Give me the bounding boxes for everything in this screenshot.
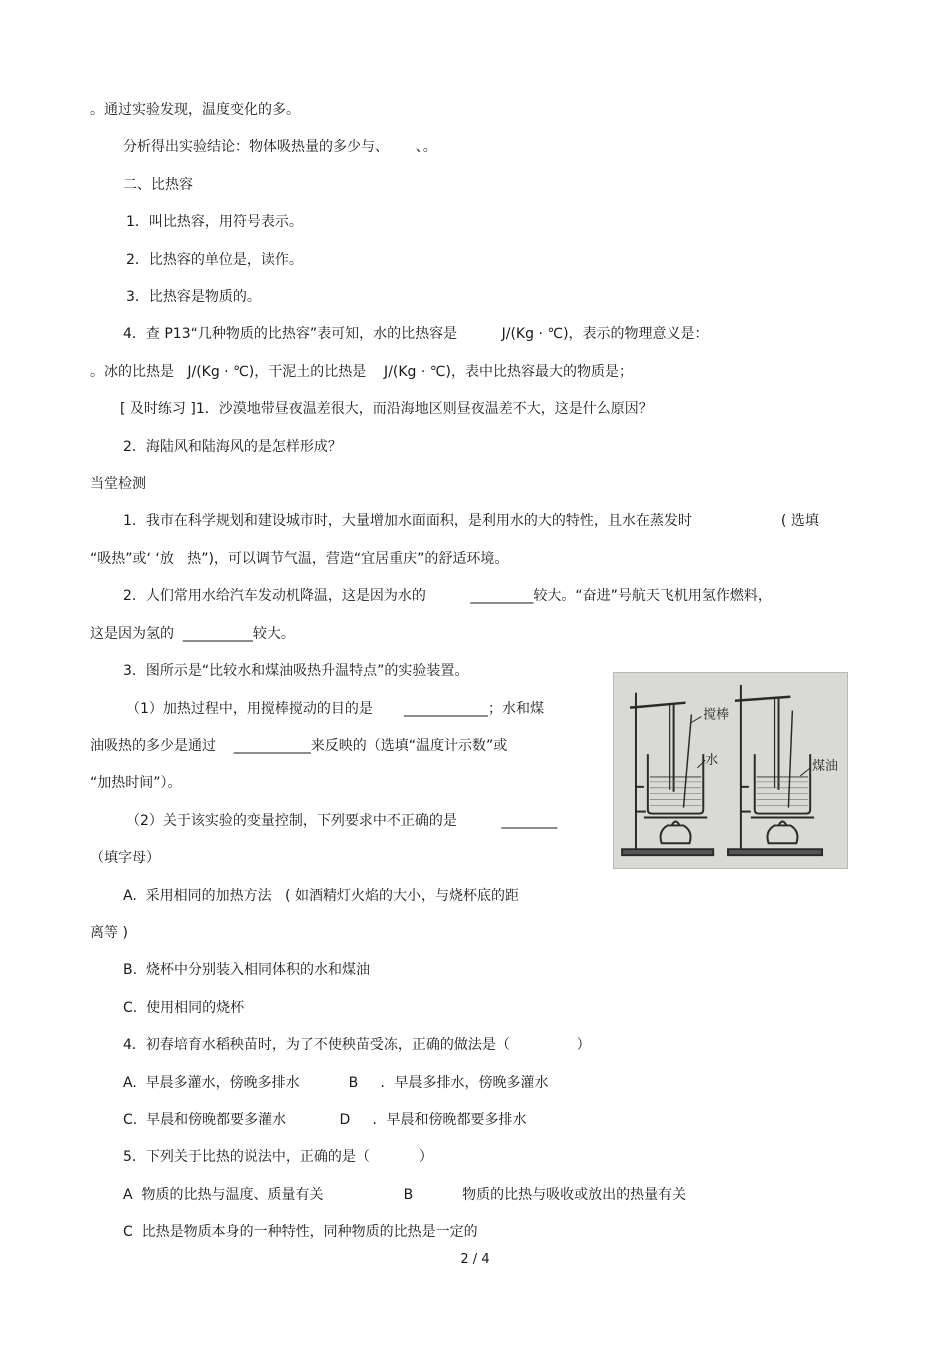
option-line: A 物质的比热与温度、质量有关 B 物质的比热与吸收或放出的热量有关	[123, 1187, 687, 1203]
text-line: 。冰的比热是 J/(Kg · ℃)，干泥土的比热是 J/(Kg · ℃)，表中比热容最大的物质是；	[90, 364, 633, 380]
question-line: “吸热”或‘ ‘放 热”)，可以调节气温，营造“宜居重庆”的舒适环境。	[90, 551, 509, 567]
question-line: 油吸热的多少是通过 ___________来反映的（选填“温度计示数”或	[90, 738, 508, 754]
question-line: （2）关于该实验的变量控制，下列要求中不正确的是 ________	[126, 813, 558, 829]
label-kerosene: 煤油	[812, 759, 838, 775]
label-stir-rod: 搅棒	[703, 707, 729, 723]
text-line: 3．比热容是物质的。	[126, 289, 261, 305]
exercise-line: [ 及时练习 ]1．沙漠地带昼夜温差很大，而沿海地区则昼夜温差不大，这是什么原因？	[120, 401, 653, 417]
question-line: 2．人们常用水给汽车发动机降温，这是因为水的 _________较大。“奋进”号航天飞机用氢作燃料，	[123, 588, 772, 604]
option-line: C 比热是物质本身的一种特性，同种物质的比热是一定的	[123, 1224, 478, 1240]
question-line: 4．初春培育水稻秧苗时，为了不使秧苗受冻，正确的做法是（ ）	[123, 1037, 591, 1053]
question-line: （1）加热过程中，用搅棒搅动的目的是 ____________；水和煤	[126, 701, 545, 717]
experiment-apparatus-drawing	[614, 673, 847, 868]
label-water: 水	[705, 753, 719, 769]
question-line: 3．图所示是“比较水和煤油吸热升温特点”的实验装置。	[123, 663, 469, 679]
option-line: A. 早晨多灌水，傍晚多排水 B ．早晨多排水，傍晚多灌水	[123, 1075, 549, 1091]
option-line: C. 使用相同的烧杯	[123, 1000, 245, 1016]
exercise-line: 2．海陆风和陆海风的是怎样形成？	[123, 439, 342, 455]
text-line: 。通过实验发现，温度变化的多。	[90, 102, 300, 118]
option-line: A. 采用相同的加热方法 ( 如酒精灯火焰的大小，与烧杯底的距	[123, 888, 519, 904]
option-line: B. 烧杯中分别装入相同体积的水和煤油	[123, 962, 370, 978]
text-line: 4．查 P13“几种物质的比热容”表可知，水的比热容是 J/(Kg · ℃)，表示的物理意义是：	[123, 326, 709, 342]
question-line: 1．我市在科学规划和建设城市时，大量增加水面面积，是利用水的大的特性，且水在蒸发时 ( 选填	[123, 513, 819, 529]
question-line: 这是因为氢的 __________较大。	[90, 626, 295, 642]
option-line: C. 早晨和傍晚都要多灌水 D ．早晨和傍晚都要多排水	[123, 1112, 527, 1128]
text-line: 2．比热容的单位是，读作。	[126, 252, 303, 268]
page-number: 2 / 4	[460, 1252, 490, 1267]
option-line: 离等 )	[90, 925, 128, 941]
section-heading: 当堂检测	[90, 476, 146, 492]
experiment-figure	[613, 672, 848, 869]
text-line: 分析得出实验结论：物体吸热量的多少与、 、。	[123, 139, 437, 155]
question-line: （填字母）	[90, 850, 160, 866]
question-line: “加热时间”）。	[90, 775, 182, 791]
section-heading: 二、比热容	[123, 177, 193, 193]
text-line: 1．叫比热容，用符号表示。	[126, 214, 303, 230]
question-line: 5．下列关于比热的说法中，正确的是（ ）	[123, 1149, 433, 1165]
